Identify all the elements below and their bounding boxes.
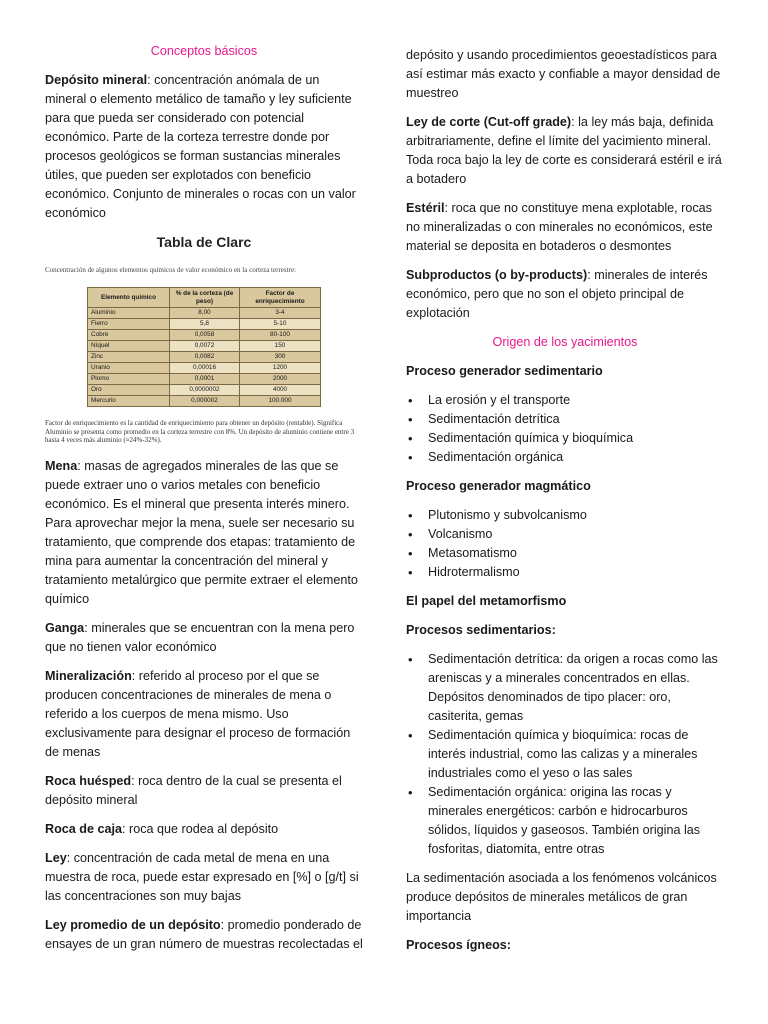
table-row [88, 319, 321, 330]
definition: : promedio ponderado de ensayes de un gran número de muestras recolectadas el [45, 917, 363, 951]
paragraph-mena [45, 457, 363, 609]
definition: : minerales de interés económico, pero que no son el objeto principal de explotación [406, 268, 708, 320]
table-cell: Níquel [88, 341, 170, 352]
list-item: • Sedimentación orgánica [406, 448, 724, 467]
paragraph-ley-promedio [45, 916, 363, 954]
term: Ganga [45, 620, 85, 635]
definition: : roca dentro de la cual se presenta el depósito mineral [45, 773, 342, 807]
section-heading-origen: Origen de los yacimientos [492, 335, 638, 349]
table-cell: Zinc [88, 352, 170, 363]
definition: : referido al proceso por el que se producen concentraciones de minerales de mena o referido a los cuerpos de mena mismo. Uso exclusivamente para designar el proceso de formación de menas [45, 668, 351, 759]
definition: : concentración de cada metal de mena en una muestra de roca, puede estar expresado en [%] o [g/t] si las concentraciones son muy bajas [45, 850, 359, 903]
definition: : minerales que se encuentran con la mena pero que no tienen valor económico [45, 620, 355, 654]
section-heading-conceptos: Conceptos básicos [150, 44, 258, 58]
term: Estéril [406, 201, 445, 215]
table-cell: 0,000002 [170, 396, 240, 407]
table-row [88, 330, 321, 341]
subheading-procesos-igneos: Procesos ígneos: [406, 938, 511, 952]
term: Ley de corte (Cut-off grade) [406, 115, 572, 129]
paragraph-esteril [406, 199, 724, 256]
table-header: % de la corteza (de peso) [170, 288, 240, 308]
list-item: • Sedimentación química y bioquímica [406, 429, 724, 448]
table-cell: 0,0082 [170, 352, 240, 363]
paragraph-ley-corte [406, 113, 724, 189]
table-row [88, 385, 321, 396]
table-row [88, 341, 321, 352]
table-header: Factor de enriquecimiento [240, 288, 321, 308]
table-header: Elemento químico [88, 288, 170, 308]
list-item: • La erosión y el transporte [406, 391, 724, 410]
list-item: • Metasomatismo [406, 544, 724, 563]
table-cell: 3-4 [240, 308, 321, 319]
definition: : masas de agregados minerales de las que se puede extraer uno o varios metales con beneficio económico. Es el mineral que presenta interés minero. Para aprovechar mejor la mena, suele ser necesario su tratamiento, que comprende dos etapas: tratamiento de mina para aumentar la concentración del mineral y tratamiento metalúrgico que permite extraer el elemento químico [45, 458, 358, 606]
table-cell: 5-10 [240, 319, 321, 330]
list-magmatico [406, 506, 724, 582]
paragraph-deposito [45, 71, 363, 223]
table-cell: 0,0072 [170, 341, 240, 352]
clarc-note: Factor de enriquecimiento es la cantidad de enriquecimiento para obtener un depósito (rentable). Significa Aluminio se presenta como promedio en la corteza terrestre con 8%. Un depósito de aluminio contiene entre 3 hasta 4 veces más aluminio (≈24%-32%). [45, 419, 355, 444]
table-cell: 100.000 [240, 396, 321, 407]
paragraph-volcanicos: La sedimentación asociada a los fenómenos volcánicos produce depósitos de minerales metálicos de gran importancia [406, 871, 717, 923]
list-item: • Sedimentación detrítica [406, 410, 724, 429]
table-cell: 2000 [240, 374, 321, 385]
paragraph-continuation: depósito y usando procedimientos geoestadísticos para así estimar más exacto y confiable a mayor densidad de muestreo [406, 48, 721, 100]
definition: : roca que no constituye mena explotable, rocas no mineralizadas o con minerales no económicos, este material se deposita en botaderos o desmontes [406, 201, 713, 253]
table-cell: 0,0058 [170, 330, 240, 341]
table-row [88, 374, 321, 385]
list-item: • Volcanismo [406, 525, 724, 544]
clarc-table [87, 287, 321, 407]
list-procesos-sedimentarios [406, 650, 724, 859]
definition: : la ley más baja, definida arbitrariamente, define el límite del yacimiento mineral. Toda roca bajo la ley de corte es considerará estéril e irá a botadero [406, 115, 722, 186]
list-item: • Plutonismo y subvolcanismo [406, 506, 724, 525]
table-cell: Oro [88, 385, 170, 396]
table-cell: 5,8 [170, 319, 240, 330]
list-item: • Hidrotermalismo [406, 563, 724, 582]
list-item: • Sedimentación detrítica: da origen a rocas como las areniscas y a minerales concentrados en ellas. Depósitos denominados de tipo placer: oro, casiterita, gemas [406, 650, 724, 726]
term: Roca huésped [45, 773, 132, 788]
table-cell: Fierro [88, 319, 170, 330]
definition: : concentración anómala de un mineral o elemento metálico de tamaño y ley suficiente para que pueda ser considerado con potencial económico. Parte de la corteza terrestre donde por procesos geológicos se forman sustancias minerales útiles, que pueden ser explotados con beneficio económico. Conjunto de minerales o rocas con un valor económico [45, 73, 356, 220]
definition: : roca que rodea al depósito [122, 821, 279, 836]
table-row [88, 308, 321, 319]
paragraph-roca-caja [45, 820, 363, 839]
table-cell: Plomo [88, 374, 170, 385]
paragraph-mineralizacion [45, 667, 363, 762]
table-cell: 300 [240, 352, 321, 363]
table-cell: 0,0001 [170, 374, 240, 385]
table-cell: 0,00016 [170, 363, 240, 374]
subheading-procesos-sedimentarios: Procesos sedimentarios: [406, 623, 556, 637]
table-cell: 1200 [240, 363, 321, 374]
list-sedimentario [406, 391, 724, 467]
table-cell: Cobre [88, 330, 170, 341]
table-row [88, 396, 321, 407]
table-cell: Uranio [88, 363, 170, 374]
subheading-sedimentario: Proceso generador sedimentario [406, 364, 603, 378]
subheading-magmatico: Proceso generador magmático [406, 479, 591, 493]
term: Mena [45, 458, 78, 473]
term: Depósito mineral [45, 73, 148, 87]
term: Mineralización [45, 668, 132, 683]
table-cell: 80-100 [240, 330, 321, 341]
paragraph-roca-huesped [45, 772, 363, 810]
table-cell: 4000 [240, 385, 321, 396]
term: Ley [45, 850, 67, 865]
table-cell: 150 [240, 341, 321, 352]
right-column [406, 46, 724, 965]
subheading-metamorfismo: El papel del metamorfismo [406, 594, 567, 608]
paragraph-ganga [45, 619, 363, 657]
clarc-table-figure [45, 233, 363, 445]
clarc-caption: Concentración de algunos elementos químicos de valor económico en la corteza terrestre: [45, 266, 296, 274]
list-item: • Sedimentación orgánica: origina las rocas y minerales energéticos: carbón e hidrocarburos sólidos, líquidos y gaseosos. También origina las fosforitas, diatomita, entre otras [406, 783, 724, 859]
left-column [45, 42, 363, 964]
table-row [88, 363, 321, 374]
table-cell: 0,0000002 [170, 385, 240, 396]
table-cell: Aluminio [88, 308, 170, 319]
list-item: • Sedimentación química y bioquímica: rocas de interés industrial, como las calizas y a minerales industriales como el yeso o las sales [406, 726, 724, 783]
table-row [88, 352, 321, 363]
term: Ley promedio de un depósito [45, 917, 221, 932]
table-cell: Mercurio [88, 396, 170, 407]
term: Subproductos (o by-products) [406, 268, 588, 282]
paragraph-subproductos [406, 266, 724, 323]
clarc-title: Tabla de Clarc [156, 234, 252, 250]
table-cell: 8,00 [170, 308, 240, 319]
paragraph-ley [45, 849, 363, 906]
term: Roca de caja [45, 821, 123, 836]
